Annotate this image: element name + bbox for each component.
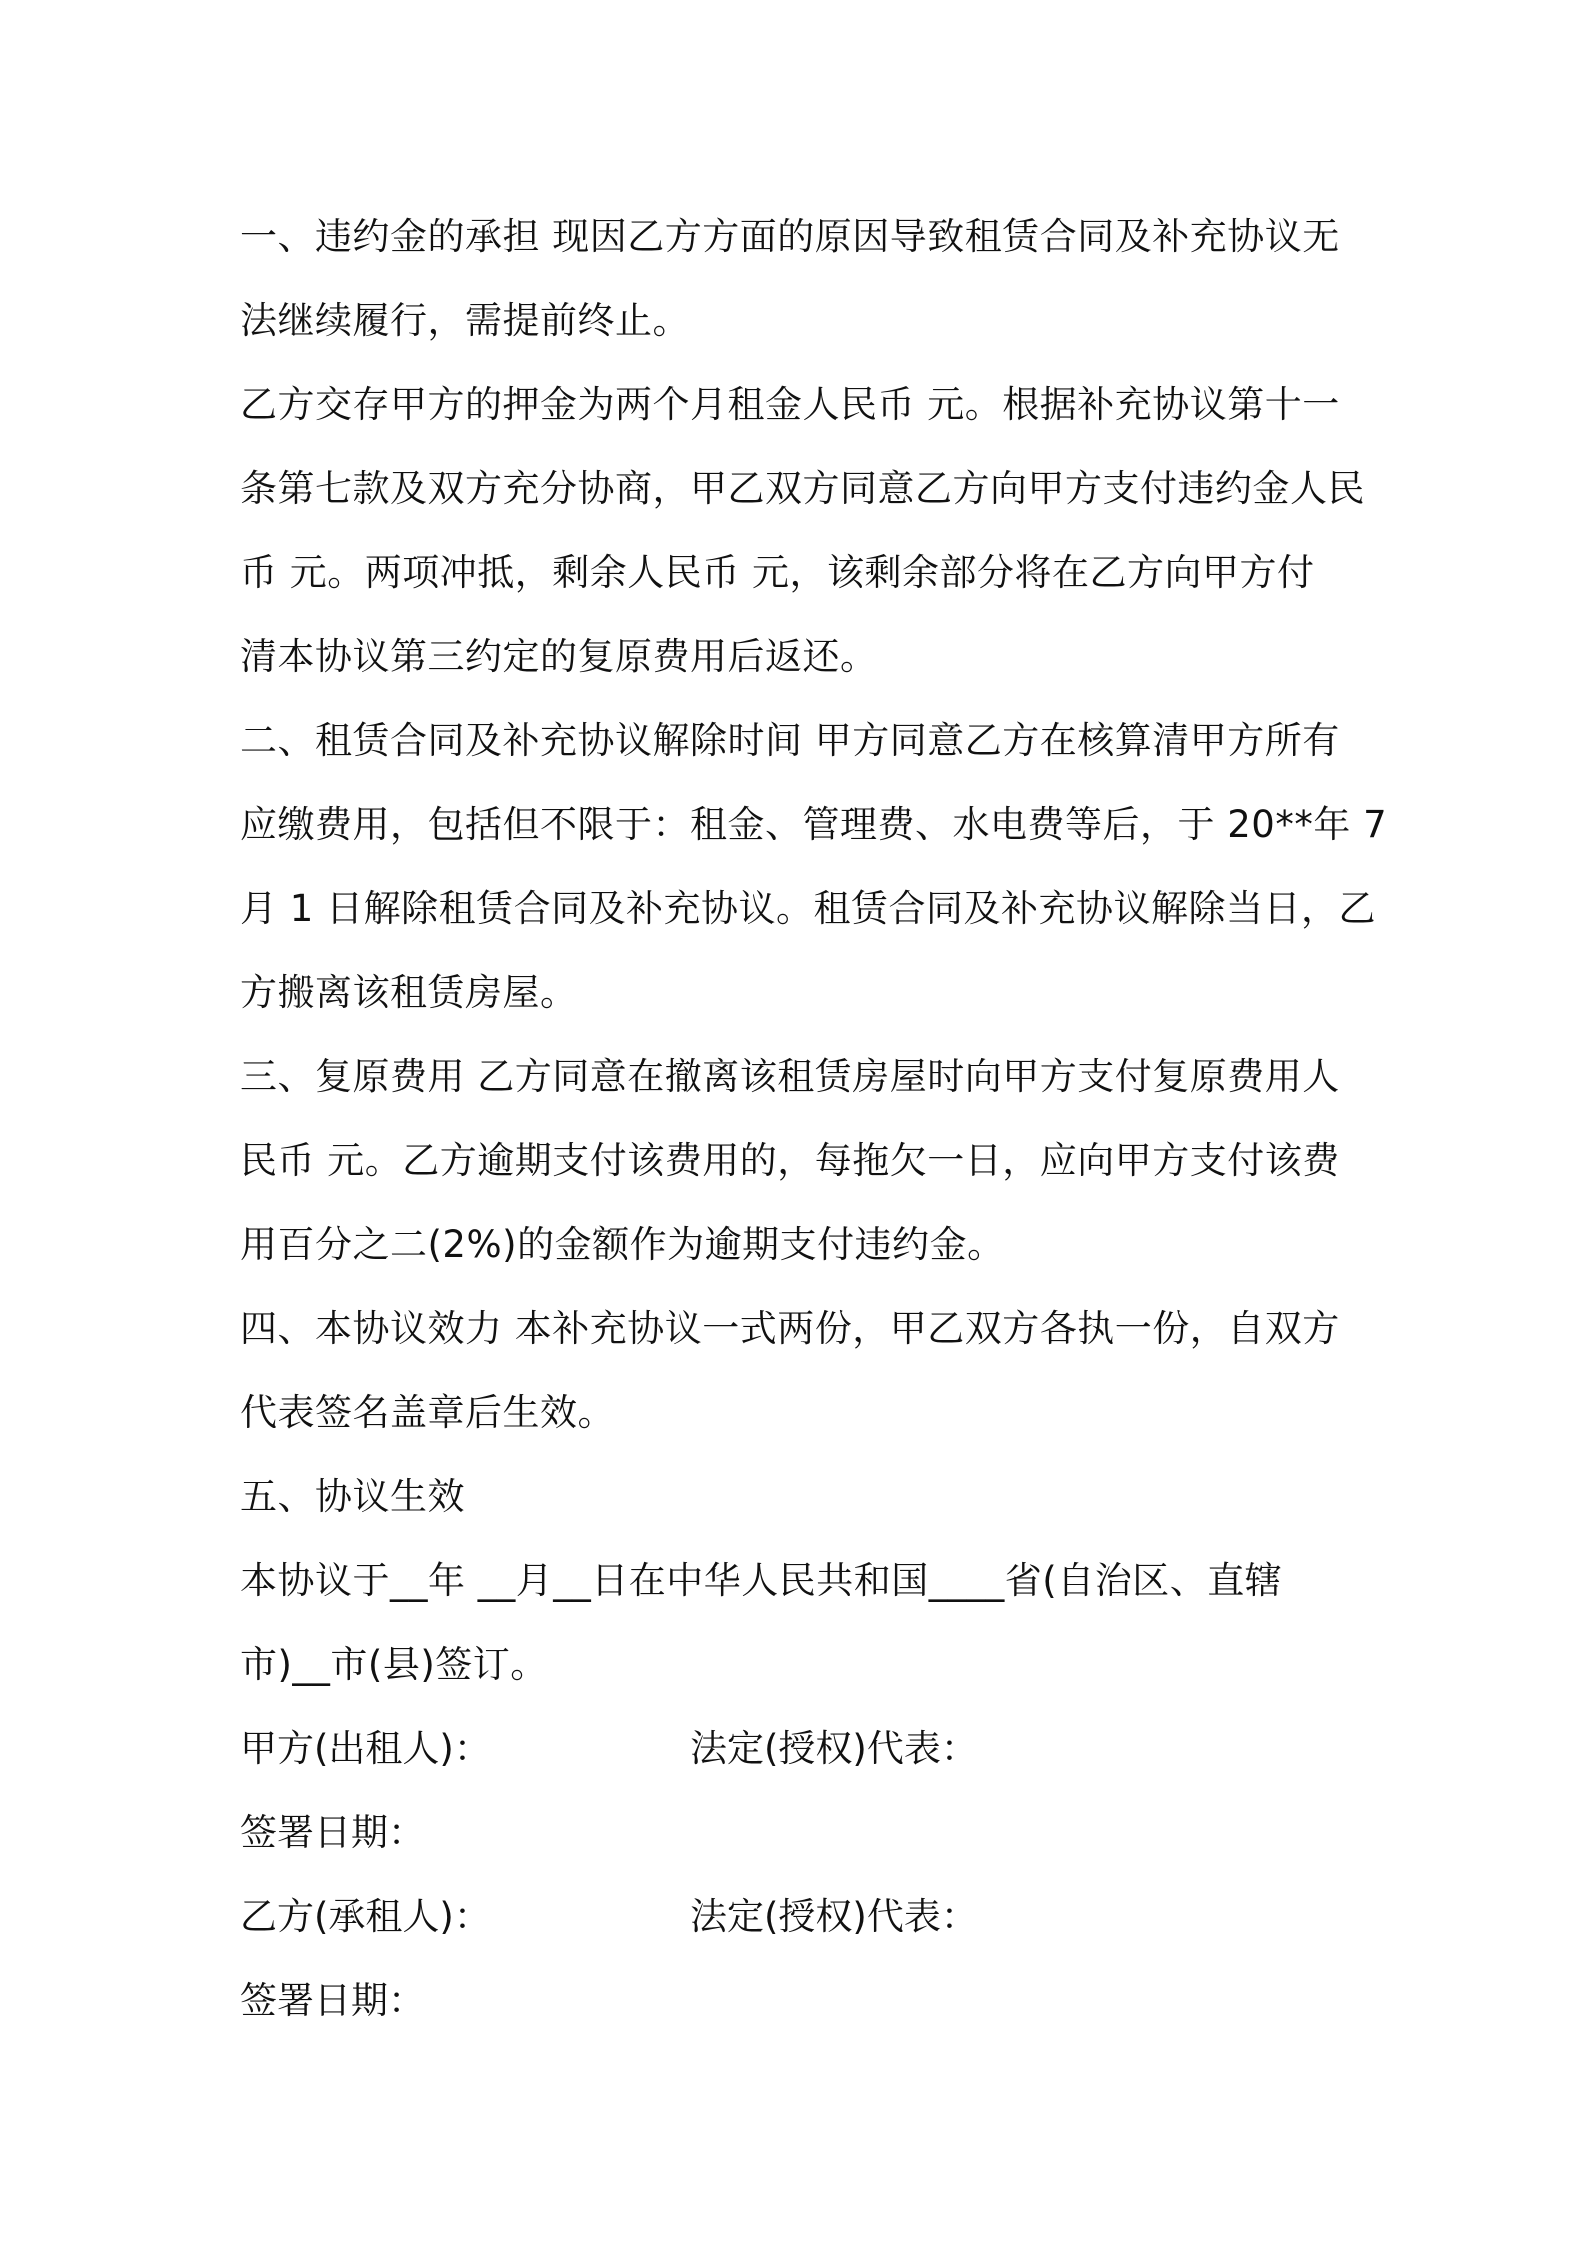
text-line: 民币 元。乙方逾期支付该费用的，每拖欠一日，应向甲方支付该费 bbox=[240, 1139, 1340, 1182]
text-line: 市)__市(县)签订。 bbox=[240, 1643, 548, 1686]
text-line: 三、复原费用 乙方同意在撤离该租赁房屋时向甲方支付复原费用人 bbox=[240, 1055, 1340, 1098]
text-line: 二、租赁合同及补充协议解除时间 甲方同意乙方在核算清甲方所有 bbox=[240, 719, 1340, 762]
text-line: 代表签名盖章后生效。 bbox=[240, 1391, 615, 1434]
party-a-rep-label: 法定(授权)代表： bbox=[690, 1727, 978, 1770]
party-b-rep-label: 法定(授权)代表： bbox=[690, 1895, 978, 1938]
party-b-label: 乙方(承租人)： bbox=[240, 1895, 491, 1938]
text-line: 本协议于__年 __月__日在中华人民共和国____省(自治区、直辖 bbox=[240, 1559, 1283, 1602]
party-a-signature-row bbox=[240, 1707, 1360, 1791]
party-a-date-row bbox=[240, 1791, 1360, 1875]
party-a-label: 甲方(出租人)： bbox=[240, 1727, 491, 1770]
party-a-date-label: 签署日期： bbox=[240, 1811, 425, 1854]
document-page bbox=[240, 195, 1388, 2043]
party-b-date-row bbox=[240, 1959, 1360, 2043]
party-b-date-label: 签署日期： bbox=[240, 1979, 425, 2022]
text-line: 五、协议生效 bbox=[240, 1475, 465, 1518]
text-line: 四、本协议效力 本补充协议一式两份，甲乙双方各执一份，自双方 bbox=[240, 1307, 1340, 1350]
text-line: 方搬离该租赁房屋。 bbox=[240, 971, 578, 1014]
text-line: 清本协议第三约定的复原费用后返还。 bbox=[240, 635, 878, 678]
text-line: 乙方交存甲方的押金为两个月租金人民币 元。根据补充协议第十一 bbox=[240, 383, 1340, 426]
text-line: 用百分之二(2%)的金额作为逾期支付违约金。 bbox=[240, 1223, 1005, 1266]
text-line: 应缴费用，包括但不限于：租金、管理费、水电费等后，于 20**年 7 bbox=[240, 803, 1388, 846]
party-b-signature-row bbox=[240, 1875, 1360, 1959]
text-line: 币 元。两项冲抵，剩余人民币 元，该剩余部分将在乙方向甲方付 bbox=[240, 551, 1315, 594]
text-line: 月 1 日解除租赁合同及补充协议。租赁合同及补充协议解除当日，乙 bbox=[240, 887, 1377, 930]
text-line: 条第七款及双方充分协商，甲乙双方同意乙方向甲方支付违约金人民 bbox=[240, 467, 1365, 510]
text-line: 法继续履行，需提前终止。 bbox=[240, 299, 690, 342]
text-line: 一、违约金的承担 现因乙方方面的原因导致租赁合同及补充协议无 bbox=[240, 215, 1340, 258]
